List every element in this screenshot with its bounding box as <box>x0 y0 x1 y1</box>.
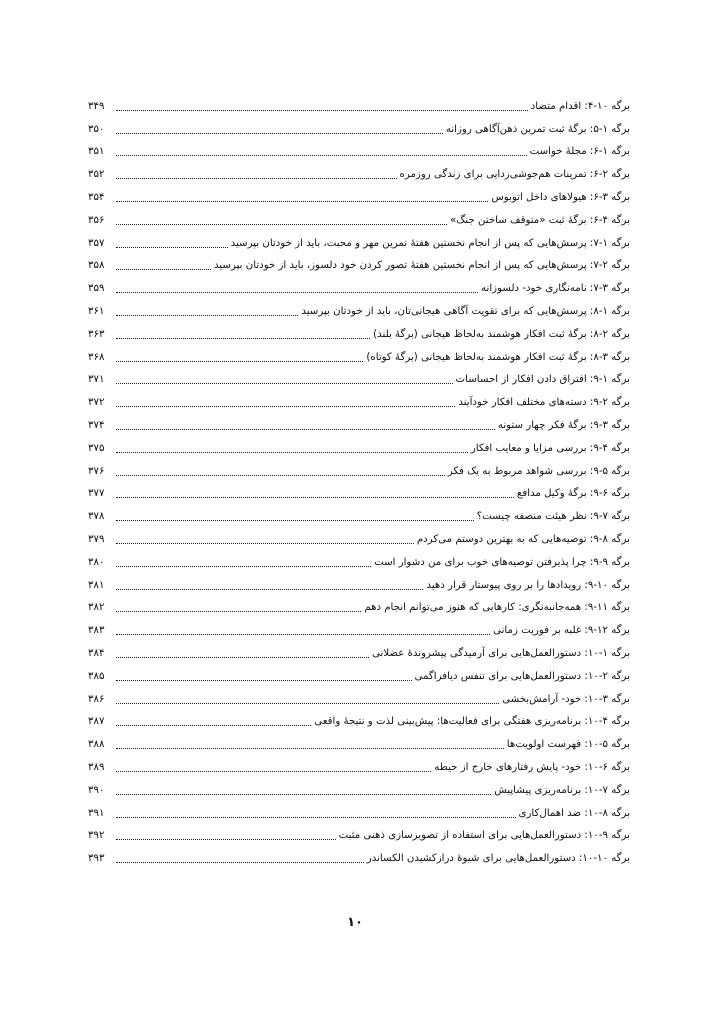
toc-entry-page-number: ۳۷۹ <box>88 533 105 545</box>
toc-entry-page-number: ۳۸۳ <box>88 625 105 637</box>
toc-entry-page-number: ۳۸۱ <box>88 579 105 591</box>
table-of-contents <box>88 91 630 866</box>
toc-entry <box>88 410 630 433</box>
toc-entry-page-number: ۳۸۰ <box>88 556 105 568</box>
toc-entry <box>88 251 630 274</box>
toc-entry <box>88 798 630 821</box>
toc-entry <box>88 273 630 296</box>
toc-entry <box>88 365 630 388</box>
dot-leader <box>116 862 364 863</box>
toc-entry-title: برگه ۱-۱۰: دستورالعمل‌هایی برای آرمیدگی پیشروندهٔ عضلانی <box>372 647 630 659</box>
toc-entry-title: برگه ۱۱-۹: همه‌جانبه‌نگری: کارهایی که هنوز می‌توانم انجام دهم <box>364 602 630 614</box>
toc-entry-title: برگه ۶-۹: برگهٔ وکیل مدافع <box>516 488 630 500</box>
toc-entry <box>88 205 630 228</box>
toc-entry <box>88 752 630 775</box>
toc-entry <box>88 342 630 365</box>
toc-entry <box>88 319 630 342</box>
toc-entry <box>88 137 630 160</box>
toc-entry <box>88 524 630 547</box>
toc-entry <box>88 387 630 410</box>
toc-entry-title: برگه ۵-۹: بررسی شواهد مربوط به یک فکر <box>447 465 630 477</box>
toc-entry-title: برگه ۳-۷: نامه‌نگاری خود- دلسوزانه <box>481 283 630 295</box>
toc-entry-page-number: ۳۸۷ <box>88 716 105 728</box>
toc-entry-title: برگه ۱۰-۴: اقدام متضاد <box>530 100 630 112</box>
dot-leader <box>116 703 499 704</box>
toc-entry-page-number: ۳۷۴ <box>88 419 105 431</box>
dot-leader <box>116 178 397 179</box>
toc-entry-title: برگه ۲-۶: تمرینات هم‌جوشی‌زدایی برای زندگی روزمره <box>399 169 630 181</box>
toc-entry <box>88 843 630 866</box>
dot-leader <box>116 748 504 749</box>
toc-entry-page-number: ۳۸۴ <box>88 647 105 659</box>
dot-leader <box>116 155 527 156</box>
toc-entry-page-number: ۳۷۷ <box>88 488 105 500</box>
toc-entry-page-number: ۳۹۰ <box>88 784 105 796</box>
toc-entry-page-number: ۳۷۲ <box>88 397 105 409</box>
dot-leader <box>116 429 495 430</box>
toc-entry-title: برگه ۸-۱۰: ضد اهمال‌کاری <box>518 807 630 819</box>
toc-entry-page-number: ۳۸۲ <box>88 602 105 614</box>
toc-entry-title: برگه ۱۰-۹: رویدادها را بر روی پیوستار قرار دهید <box>426 579 630 591</box>
dot-leader <box>116 725 311 726</box>
toc-entry <box>88 501 630 524</box>
toc-entry-title: برگه ۲-۱۰: دستورالعمل‌هایی برای تنفس دیافراگمی <box>414 670 630 682</box>
toc-entry-title: برگه ۳-۸: برگهٔ ثبت افکار هوشمند به‌لحاظ هیجانی (برگهٔ کوتاه) <box>366 351 630 363</box>
toc-entry-title: برگه ۷-۹: نظر هیئت منصفه چیست؟ <box>476 511 630 523</box>
toc-entry-title: برگه ۱-۵: برگهٔ ثبت تمرین ذهن‌آگاهی روزانه <box>445 123 630 135</box>
toc-entry-page-number: ۳۹۱ <box>88 807 105 819</box>
toc-entry-page-number: ۳۵۰ <box>88 123 105 135</box>
toc-entry <box>88 433 630 456</box>
toc-entry-title: برگه ۱۲-۹: غلبه بر فوریت زمانی <box>493 625 630 637</box>
dot-leader <box>116 611 361 612</box>
dot-leader <box>116 201 488 202</box>
dot-leader <box>116 817 516 818</box>
toc-entry-title: برگه ۱-۹: افتراق دادن افکار از احساسات <box>455 374 630 386</box>
toc-entry-title: برگه ۸-۹: توصیه‌هایی که به بهترین دوستم می‌کردم <box>416 533 630 545</box>
toc-entry-page-number: ۳۷۵ <box>88 442 105 454</box>
toc-entry-title: برگه ۷-۱۰: برنامه‌ریزی پیشاپیش <box>494 784 630 796</box>
toc-entry-title: برگه ۲-۸: برگهٔ ثبت افکار هوشمند به‌لحاظ هیجانی (برگهٔ بلند) <box>373 328 630 340</box>
toc-entry-page-number: ۳۸۵ <box>88 670 105 682</box>
toc-entry <box>88 821 630 844</box>
toc-entry <box>88 296 630 319</box>
dot-leader <box>116 634 490 635</box>
toc-entry <box>88 182 630 205</box>
toc-entry-page-number: ۳۵۶ <box>88 214 105 226</box>
toc-entry-title: برگه ۱-۶: مجلهٔ خواست <box>529 146 630 158</box>
toc-entry <box>88 661 630 684</box>
toc-entry-title: برگه ۴-۹: بررسی مزایا و معایب افکار <box>470 442 630 454</box>
dot-leader <box>116 315 298 316</box>
dot-leader <box>116 452 468 453</box>
toc-entry-page-number: ۳۸۶ <box>88 693 105 705</box>
dot-leader <box>116 475 445 476</box>
toc-entry <box>88 684 630 707</box>
page-number: ۱۰ <box>347 915 363 930</box>
toc-entry-title: برگه ۳-۹: برگهٔ فکر چهار ستونه <box>497 419 630 431</box>
dot-leader <box>116 383 453 384</box>
toc-entry-title: برگه ۱-۸: پرسش‌هایی که برای تقویت آگاهی هیجانی‌تان، باید از خودتان بپرسید <box>301 305 630 317</box>
toc-entry-title: برگه ۳-۱۰: خود- آرامش‌بخشی <box>502 693 630 705</box>
toc-entry-page-number: ۳۷۱ <box>88 374 105 386</box>
toc-entry <box>88 729 630 752</box>
dot-leader <box>116 771 431 772</box>
toc-entry-page-number: ۳۶۱ <box>88 305 105 317</box>
dot-leader <box>116 794 491 795</box>
dot-leader <box>116 589 423 590</box>
toc-entry-page-number: ۳۵۱ <box>88 146 105 158</box>
toc-entry-title: برگه ۲-۹: دسته‌های مختلف افکار خودآیند <box>458 397 630 409</box>
toc-entry <box>88 91 630 114</box>
toc-entry-page-number: ۳۵۹ <box>88 283 105 295</box>
toc-entry-title: برگه ۲-۷: پرسش‌هایی که پس از انجام نخستین هفتهٔ تصور کردن خود دلسوز، باید از خودتان بپرسید <box>214 260 630 272</box>
toc-entry-page-number: ۳۸۸ <box>88 739 105 751</box>
toc-entry-page-number: ۳۸۹ <box>88 761 105 773</box>
dot-leader <box>116 110 528 111</box>
toc-entry-page-number: ۳۷۸ <box>88 511 105 523</box>
dot-leader <box>116 292 478 293</box>
toc-entry <box>88 228 630 251</box>
toc-entry <box>88 547 630 570</box>
dot-leader <box>116 657 369 658</box>
toc-entry-title: برگه ۴-۶: برگهٔ ثبت «متوقف ساختن جنگ» <box>450 214 630 226</box>
dot-leader <box>116 520 474 521</box>
dot-leader <box>116 839 336 840</box>
dot-leader <box>116 680 412 681</box>
toc-entry <box>88 456 630 479</box>
toc-entry <box>88 114 630 137</box>
toc-entry-title: برگه ۹-۹: چرا پذیرفتن توصیه‌های خوب برای من دشوار است <box>374 556 630 568</box>
toc-entry-title: برگه ۵-۱۰: فهرست اولویت‌ها <box>506 739 630 751</box>
toc-entry <box>88 615 630 638</box>
toc-entry <box>88 479 630 502</box>
toc-entry-page-number: ۳۷۶ <box>88 465 105 477</box>
toc-entry-title: برگه ۳-۶: هیولاهای داخل اتوبوس <box>491 191 630 203</box>
toc-entry <box>88 159 630 182</box>
toc-entry-page-number: ۳۵۸ <box>88 260 105 272</box>
toc-entry-title: برگه ۴-۱۰: برنامه‌ریزی هفتگی برای فعالیت‌ها: پیش‌بینی لذت و نتیجهٔ واقعی <box>314 716 630 728</box>
dot-leader <box>116 133 443 134</box>
toc-entry-title: برگه ۱-۷: پرسش‌هایی که پس از انجام نخستین هفتهٔ تمرین مهر و محبت، باید از خودتان بپرسید <box>230 237 630 249</box>
dot-leader <box>116 269 211 270</box>
toc-entry-title: برگه ۹-۱۰: دستورالعمل‌هایی برای استفاده از تصویرسازی ذهنی مثبت <box>338 830 630 842</box>
toc-entry-page-number: ۳۶۸ <box>88 351 105 363</box>
toc-entry <box>88 593 630 616</box>
dot-leader <box>116 543 414 544</box>
toc-entry <box>88 707 630 730</box>
toc-entry-title: برگه ۶-۱۰: خود- پایش رفتارهای خارج از حیطه <box>434 761 630 773</box>
dot-leader <box>116 361 363 362</box>
toc-entry <box>88 775 630 798</box>
dot-leader <box>116 497 514 498</box>
toc-entry-title: برگه ۱۰-۱۰: دستورالعمل‌هایی برای شیوهٔ درازکشیدن الکساندر <box>366 853 630 865</box>
dot-leader <box>116 338 370 339</box>
toc-entry <box>88 638 630 661</box>
toc-entry-page-number: ۳۶۳ <box>88 328 105 340</box>
dot-leader <box>116 224 447 225</box>
toc-entry-page-number: ۳۵۷ <box>88 237 105 249</box>
dot-leader <box>116 247 228 248</box>
dot-leader <box>116 566 371 567</box>
toc-entry-page-number: ۳۴۹ <box>88 100 105 112</box>
toc-entry-page-number: ۳۵۲ <box>88 169 105 181</box>
toc-entry <box>88 570 630 593</box>
toc-entry-page-number: ۳۹۲ <box>88 830 105 842</box>
dot-leader <box>116 406 455 407</box>
toc-entry-page-number: ۳۹۳ <box>88 853 105 865</box>
toc-entry-page-number: ۳۵۴ <box>88 191 105 203</box>
